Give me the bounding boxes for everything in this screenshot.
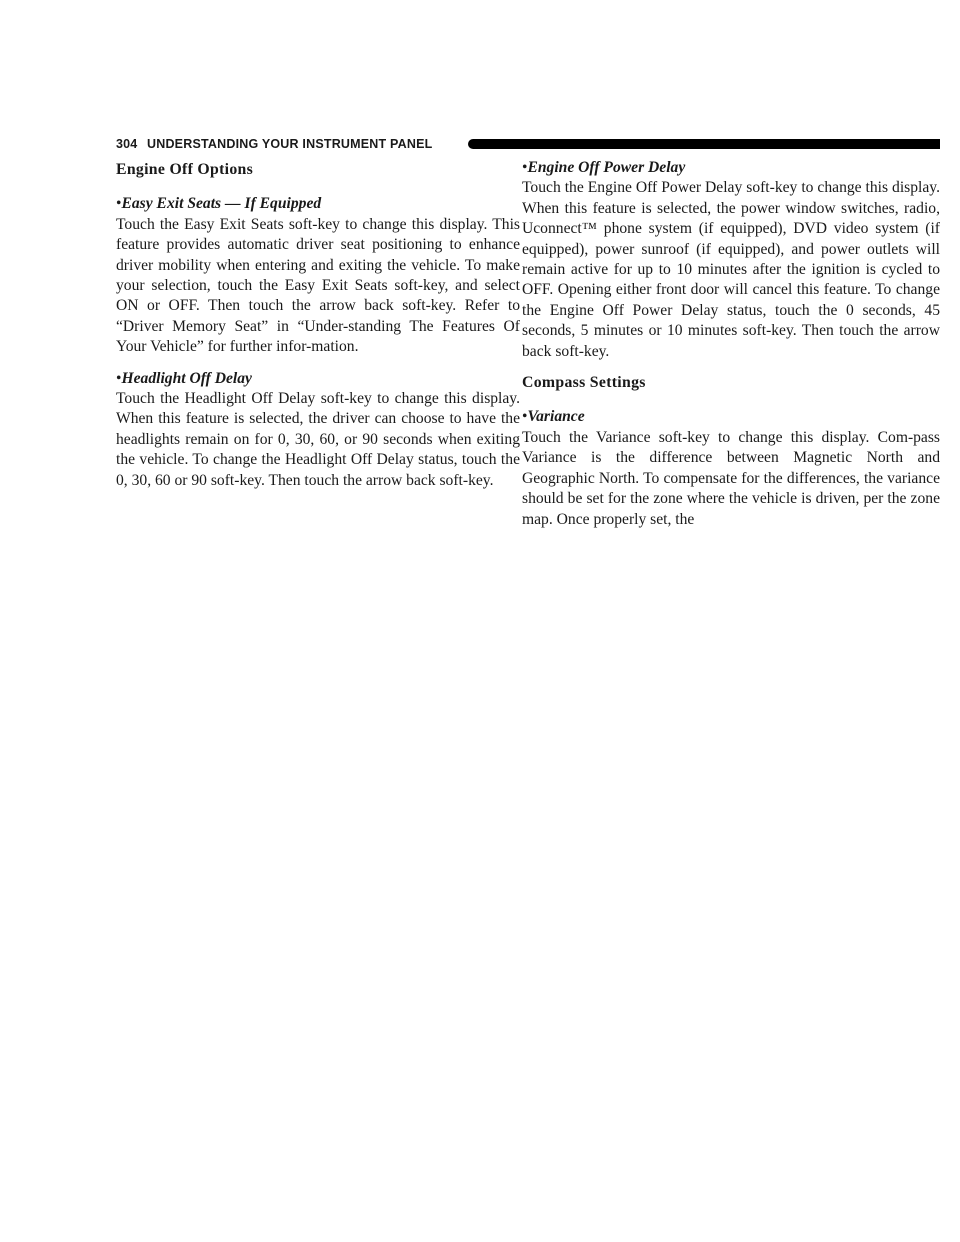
bullet-icon: • [116,369,122,387]
bullet-icon: • [522,408,528,426]
section-title: UNDERSTANDING YOUR INSTRUMENT PANEL [147,137,433,151]
paragraph-easy-exit-seats: Touch the Easy Exit Seats soft-key to change this display. This feature provides automatic driver seat positioning to enhance driver mobility when entering and exiting the vehicle. To make your selection, touch the Easy Exit Seats soft-key, and select ON or OFF. Then touch the arrow back soft-key. Refer to “Driver Memory Seat” in “Under-standing The Features Of Your Vehicle” for further infor-mation. [116,215,520,356]
subheading-text: Variance [527,408,585,426]
page-header [116,136,940,156]
subheading-headlight-off-delay [116,369,520,389]
heading-compass-settings: Compass Settings [522,374,646,392]
bullet-icon: • [116,195,122,213]
paragraph-headlight-off-delay: Touch the Headlight Off Delay soft-key to change this display. When this feature is selected, the driver can choose to have the headlights remain on for 0, 30, 60, or 90 seconds when exiting the vehicle. To change the Headlight Off Delay status, touch the 0, 30, 60 or 90 soft-key. Then touch the arrow back soft-key. [116,390,520,489]
subheading-text: Headlight Off Delay [121,369,252,387]
subheading-engine-off-power-delay [522,158,940,178]
subheading-text: Easy Exit Seats — If Equipped [121,195,322,213]
subheading-variance [522,407,940,427]
header-rule-bar [468,139,940,149]
subheading-text: Engine Off Power Delay [527,159,686,176]
heading-engine-off-options: Engine Off Options [116,161,254,178]
subheading-easy-exit-seats [116,194,520,214]
bullet-icon: • [522,159,528,176]
page-number: 304 [116,137,138,151]
paragraph-engine-off-power-delay: Touch the Engine Off Power Delay soft-key to change this display. When this feature is selected, the power window switches, radio, Uconnect™ phone system (if equipped), DVD video system (if equipped), power sunroof (if equipped), and power outlets will remain active for up to 10 minutes after the ignition is cycled to OFF. Opening either front door will cancel this feature. To change the Engine Off Power Delay status, touch the 0 seconds, 45 seconds, 5 minutes or 10 minutes soft-key. Then touch the arrow back soft-key. [522,179,940,360]
left-column [116,158,520,502]
right-column [522,158,940,541]
paragraph-variance: Touch the Variance soft-key to change this display. Com-pass Variance is the difference between Magnetic North and Geographic North. To compensate for the differences, the variance should be set for the zone where the vehicle is driven, per the zone map. Once properly set, the [522,428,940,528]
